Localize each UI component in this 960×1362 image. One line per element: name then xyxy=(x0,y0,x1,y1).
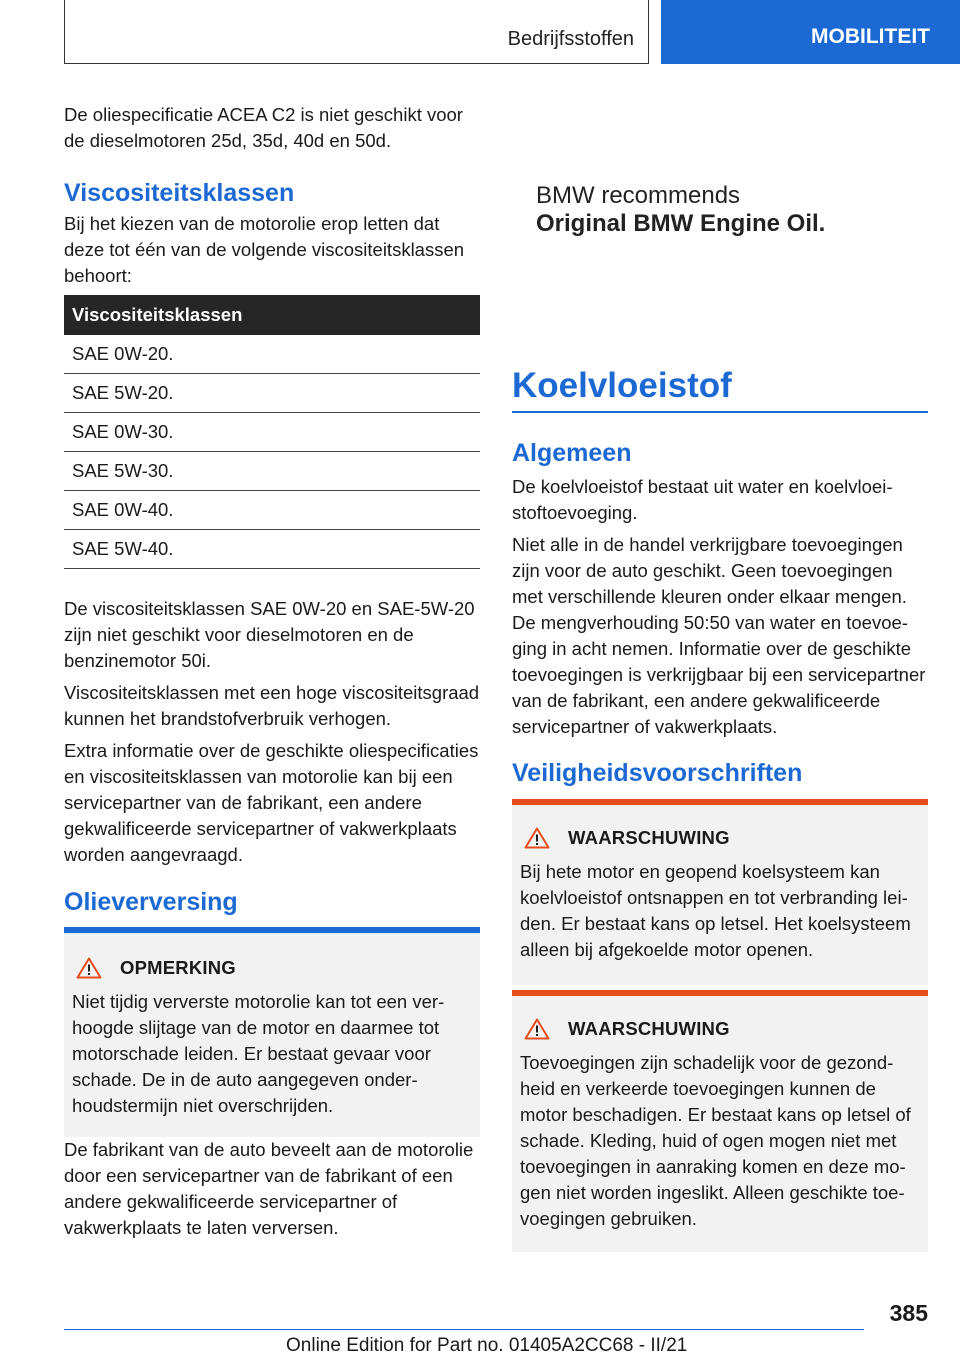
coolant-heading: Koelvloeistof xyxy=(512,366,732,405)
coolant-section-header xyxy=(512,366,928,413)
warning-text: Bij hete motor en geopend koelsysteem kan koelvloeistof ontsnappen en tot verbranding leiden. Er bestaat kans op letsel. Het koelsysteem alleen bij afgekoelde motor openen. xyxy=(520,861,911,960)
table-row: SAE 5W-20. xyxy=(64,374,480,413)
warning-triangle-icon xyxy=(76,957,102,979)
warning-box-1 xyxy=(512,799,928,985)
viscosity-table xyxy=(64,295,480,569)
table-row: SAE 5W-30. xyxy=(64,452,480,491)
viscosity-notes xyxy=(64,596,480,868)
general-text xyxy=(512,474,928,740)
advert-line-1: BMW recommends xyxy=(536,182,741,209)
header-chapter-tab xyxy=(661,0,960,64)
warning-title: WAARSCHUWING xyxy=(568,827,730,848)
notice-text: Niet tijdig ververste motorolie kan tot een verhoogde slijtage van de motor en daarmee tot motorschade leiden. Er bestaat gevaar voor schade. De in de auto aangegeven onderhoudstermijn niet overschrijden. xyxy=(72,991,445,1116)
safety-heading: Veiligheidsvoorschriften xyxy=(512,759,803,787)
header-chapter-label: MOBILITEIT xyxy=(811,25,930,48)
bmw-oil-advert xyxy=(536,182,825,238)
viscosity-heading: Viscositeitsklassen xyxy=(64,179,295,207)
table-row: SAE 0W-40. xyxy=(64,491,480,530)
general-paragraph-1: De koelvloeistof bestaat uit water en koelvloeistoftoevoeging. xyxy=(512,476,893,523)
viscosity-table-header: Viscositeitsklassen xyxy=(64,295,480,335)
warning-box-2 xyxy=(512,990,928,1252)
warning-triangle-icon xyxy=(524,827,550,849)
intro-paragraph: De oliespecificatie ACEA C2 is niet geschikt voor de dieselmotoren 25d, 35d, 40d en 50d. xyxy=(64,104,463,151)
warning-triangle-icon xyxy=(524,1018,550,1040)
viscosity-note-2: Viscositeitsklassen met een hoge viscositeitsgraad kunnen het brandstofverbruik verhogen. xyxy=(64,682,480,729)
header-frame xyxy=(64,0,649,64)
viscosity-note-3: Extra informatie over de geschikte oliespecificaties en viscositeitsklassen van motorolie kan bij een servicepartner van de fabrikant, een andere gekwalificeerde servicepartner of vakwerkplaats worden aangevraagd. xyxy=(64,740,479,865)
advert-line-2: Original BMW Engine Oil. xyxy=(536,210,826,237)
coolant-heading-rule xyxy=(512,411,928,413)
viscosity-intro: Bij het kiezen van de motorolie erop letten dat deze tot één van de volgende viscositeitsklassen behoort: xyxy=(64,213,465,286)
table-row: SAE 0W-20. xyxy=(64,335,480,374)
closing-paragraph: De fabrikant van de auto beveelt aan de motorolie door een servicepartner van de fabrikant of een andere gekwalificeerde servicepartner of vakwerkplaats te laten verversen. xyxy=(64,1139,474,1238)
warning-title: WAARSCHUWING xyxy=(568,1018,730,1039)
table-row: SAE 5W-40. xyxy=(64,530,480,569)
table-row: SAE 0W-30. xyxy=(64,413,480,452)
oil-change-heading: Olieverversing xyxy=(64,888,238,916)
footer-edition: Online Edition for Part no. 01405A2CC68 - II/21 xyxy=(286,1335,688,1356)
page-number: 385 xyxy=(889,1300,928,1326)
warning-text: Toevoegingen zijn schadelijk voor de gezondheid en verkeerde toevoegingen kunnen de motor beschadigen. Er bestaat kans op letsel of schade. Kleding, huid of ogen mogen niet met toevoegingen in aanraking komen en deze mogen niet worden ingeslikt. Alleen geschikte toevoegingen gebruiken. xyxy=(520,1052,911,1229)
viscosity-note-1: De viscositeitsklassen SAE 0W-20 en SAE-5W-20 zijn niet geschikt voor dieselmotoren en de benzinemotor 50i. xyxy=(64,598,475,671)
notice-box xyxy=(64,927,480,1137)
footer-rule xyxy=(64,1329,864,1330)
general-heading: Algemeen xyxy=(512,439,632,467)
header-section-title: Bedrijfsstoffen xyxy=(507,28,634,50)
general-paragraph-2: Niet alle in de handel verkrijgbare toevoegingen zijn voor de auto geschikt. Geen toevoegingen met verschillende kleuren onder elkaar mengen. De mengverhouding 50:50 van water en toevoeging in acht nemen. Informatie over de geschikte toevoegingen is verkrijgbaar bij een servicepartner van de fabrikant, een andere gekwalificeerde servicepartner of vakwerkplaats. xyxy=(512,534,926,737)
notice-title: OPMERKING xyxy=(120,957,236,978)
